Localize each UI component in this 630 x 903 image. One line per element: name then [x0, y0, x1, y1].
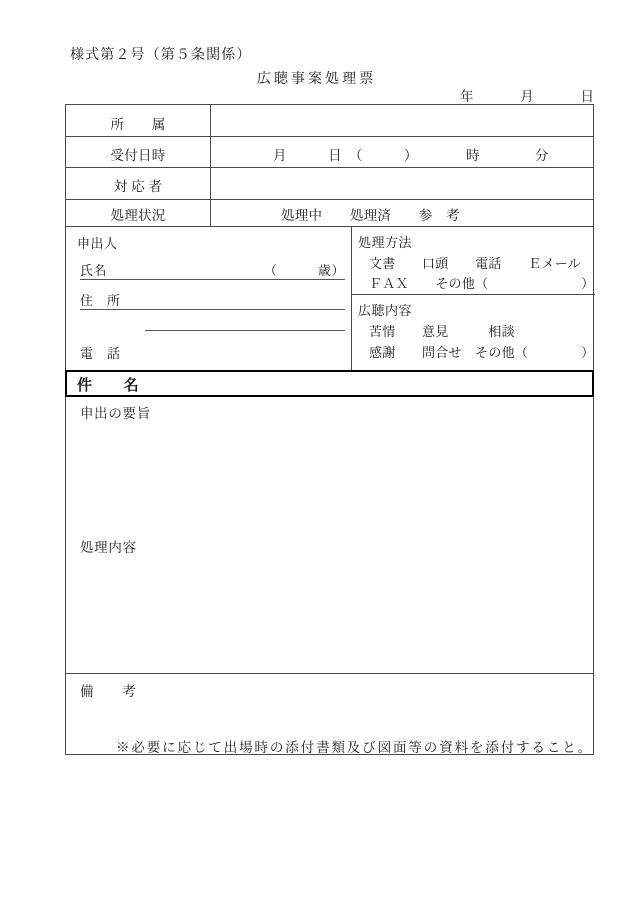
applicant-address-field[interactable] — [80, 290, 345, 310]
form-frame — [65, 104, 594, 755]
divider-row-1 — [66, 136, 593, 137]
applicant-name-field[interactable] — [80, 260, 345, 280]
applicant-phone-label: 電 話 — [80, 346, 121, 361]
subject-label: 件 名 — [77, 377, 140, 394]
label-affiliation: 所 属 — [110, 117, 166, 132]
date-month-label: 月 — [520, 89, 534, 104]
handling-label: 処理内容 — [80, 540, 137, 555]
content-type-options-line-2[interactable]: 感謝 問合せ その他（ ） — [369, 345, 595, 360]
date-day-label: 日 — [580, 89, 594, 104]
subject-band — [65, 370, 594, 397]
label-responder: 対 応 者 — [113, 179, 163, 194]
value-status[interactable]: 処理中 処理済 参 考 — [281, 208, 461, 223]
divider-method-content — [351, 294, 595, 295]
applicant-name-label: 氏名 — [80, 262, 108, 278]
method-heading: 処理方法 — [358, 235, 413, 250]
date-line — [460, 85, 594, 105]
date-year-label: 年 — [460, 89, 474, 104]
method-options-line-1[interactable]: 文書 口頭 電話 Ｅメール — [369, 256, 581, 271]
divider-remarks — [66, 673, 593, 674]
label-reception-datetime: 受付日時 — [110, 148, 166, 163]
content-type-heading: 広聴内容 — [358, 303, 413, 318]
method-options-line-2[interactable]: ＦＡＸ その他（ ） — [369, 276, 595, 291]
page-title: 広聴事案処理票 — [256, 72, 377, 87]
content-type-options-line-1[interactable]: 苦情 意見 相談 — [369, 324, 515, 339]
remarks-label: 備 考 — [80, 684, 137, 699]
value-reception-datetime[interactable]: 月 日 （ ） 時 分 — [273, 148, 549, 163]
divider-applicant-method — [351, 226, 352, 371]
applicant-age-suffix: （ 歳） — [263, 262, 345, 278]
applicant-heading: 申出人 — [77, 236, 118, 251]
form-number: 様式第２号（第５条関係） — [70, 48, 252, 63]
divider-row-4 — [66, 226, 593, 227]
applicant-address-label: 住 所 — [80, 292, 121, 308]
applicant-address-field-line2[interactable] — [145, 330, 345, 331]
attachment-note: ※必要に応じて出場時の添付書類及び図面等の資料を添付すること。 — [116, 740, 594, 755]
divider-label-column — [210, 105, 211, 226]
label-status: 処理状況 — [110, 208, 166, 223]
summary-label: 申出の要旨 — [80, 406, 151, 421]
divider-row-3 — [66, 199, 593, 200]
divider-row-2 — [66, 167, 593, 168]
